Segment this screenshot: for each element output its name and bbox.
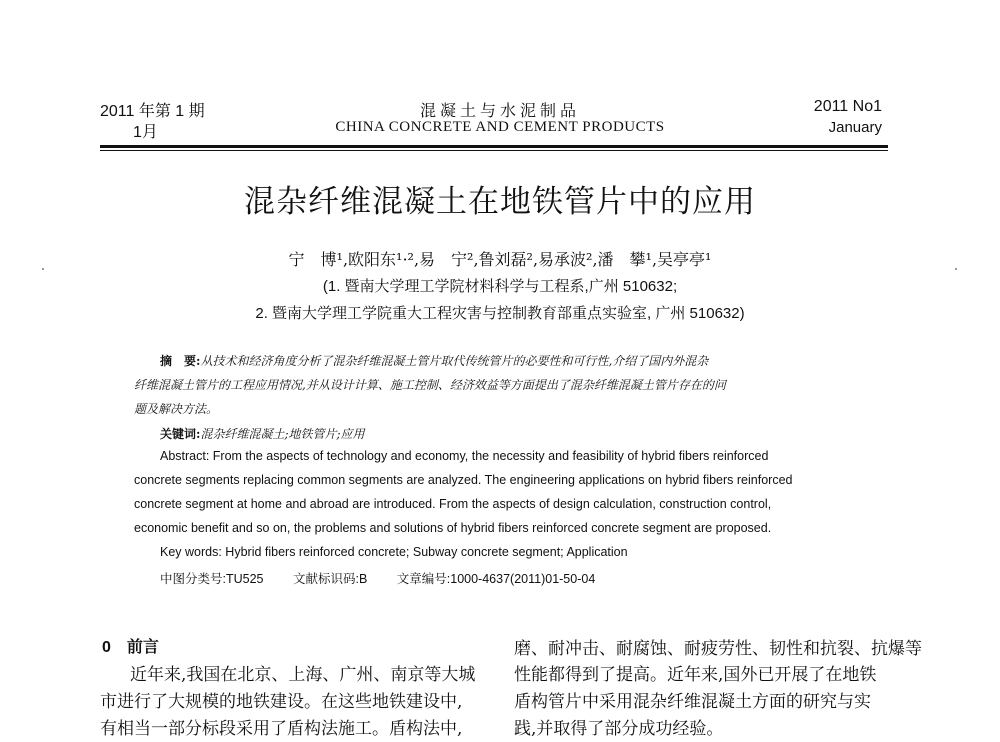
article-number: 文章编号:1000-4637(2011)01-50-04: [396, 572, 596, 586]
abstract-cn-line-3: 题及解决方法。: [134, 402, 219, 416]
header-rule-thin: [100, 150, 888, 151]
issue-month-en: January: [828, 119, 882, 136]
article-title: 混杂纤维混凝土在地铁管片中的应用: [244, 184, 756, 220]
journal-name-en: CHINA CONCRETE AND CEMENT PRODUCTS: [335, 119, 665, 135]
keywords-cn-text: 混杂纤维混凝土;地铁管片;应用: [200, 427, 365, 441]
keywords-en: Key words: Hybrid fibers reinforced concrete; Subway concrete segment; Application: [160, 545, 628, 559]
affiliation-2: 2. 暨南大学理工学院重大工程灾害与控制教育部重点实验室, 广州 510632): [255, 305, 745, 322]
left-column-line-1: 近年来,我国在北京、上海、广州、南京等大城: [130, 665, 476, 685]
scan-speck: [955, 268, 957, 270]
header-rule-thick: [100, 145, 888, 148]
author-list: 宁 博¹,欧阳东¹·²,易 宁²,鲁刘磊²,易承波²,潘 攀¹,吴亭亭¹: [288, 250, 712, 269]
affiliation-1: (1. 暨南大学理工学院材料科学与工程系,广州 510632;: [322, 278, 678, 295]
right-column-line-4: 践,并取得了部分成功经验。: [514, 719, 724, 739]
issue-number-cn: 2011 年第 1 期: [100, 103, 205, 120]
left-column-line-2: 市进行了大规模的地铁建设。在这些地铁建设中,: [100, 692, 463, 712]
abstract-en-line-1: Abstract: From the aspects of technology and economy, the necessity and feasibility of hybrid fibers reinforced: [160, 449, 769, 463]
right-column-line-3: 盾构管片中采用混杂纤维混凝土方面的研究与实: [514, 692, 871, 712]
abstract-en-line-2: concrete segments replacing common segments are analyzed. The engineering applications on hybrid fibers reinforced: [134, 473, 793, 487]
right-column-line-2: 性能都得到了提高。近年来,国外已开展了在地铁: [514, 665, 877, 685]
issue-number-en: 2011 No1: [813, 98, 882, 115]
document-code: 文献标识码:B: [292, 572, 368, 586]
abstract-en-line-4: economic benefit and so on, the problems and solutions of hybrid fibers reinforced concrete segment are proposed.: [134, 521, 772, 535]
right-column-line-1: 磨、耐冲击、耐腐蚀、耐疲劳性、韧性和抗裂、抗爆等: [514, 639, 922, 659]
issue-month-cn: 1月: [133, 124, 158, 141]
keywords-cn-label: 关键词:: [160, 427, 201, 441]
abstract-cn-line-2: 纤维混凝土管片的工程应用情况,并从设计计算、施工控制、经济效益等方面提出了混杂纤维混凝土管片存在的问: [134, 378, 726, 392]
keywords-cn: [160, 425, 365, 442]
abstract-cn-text-1: 从技术和经济角度分析了混杂纤维混凝土管片取代传统管片的必要性和可行性,介绍了国内外混杂: [200, 354, 709, 368]
abstract-en-line-3: concrete segment at home and abroad are introduced. From the aspects of design calculation, construction control,: [134, 497, 772, 511]
classification-line: [160, 569, 621, 587]
abstract-cn-label: 摘 要:: [160, 354, 201, 368]
section-heading: 0 前言: [102, 639, 159, 656]
clc-number: 中图分类号:TU525: [160, 572, 264, 586]
scan-speck: [42, 268, 44, 270]
journal-name-cn: 混凝土与水泥制品: [419, 101, 580, 120]
left-column-line-3: 有相当一部分标段采用了盾构法施工。盾构法中,: [100, 719, 463, 739]
abstract-cn-line-1: [160, 352, 708, 369]
